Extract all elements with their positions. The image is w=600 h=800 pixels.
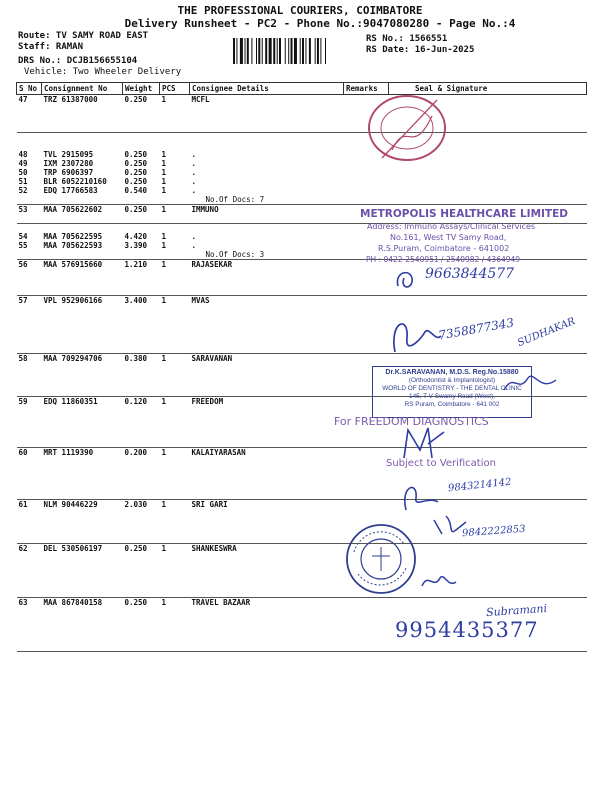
consignment-value: MAA 576915660 (43, 260, 103, 269)
col-consignment-header: Consignment No (42, 83, 123, 95)
docs-count: No.Of Docs: 7 (205, 195, 265, 204)
consignment-value: MAA 867840158 (43, 598, 103, 607)
handwritten-phone-7: 9954435377 (395, 618, 539, 642)
weight-value: 0.250 (124, 598, 148, 607)
table-row (17, 544, 587, 598)
barcode-bar (317, 38, 319, 64)
consignment-cell (42, 544, 123, 598)
sno-value: 47 (18, 95, 28, 104)
pcs-value: 1 (161, 354, 167, 363)
consignment-cell (42, 133, 123, 205)
table-row (17, 224, 587, 260)
pcs-cell (160, 354, 190, 397)
col-weight-header: Weight (123, 83, 160, 95)
sno-cell (17, 95, 42, 133)
weight-cell (123, 133, 160, 205)
remarks-cell (344, 224, 389, 260)
sno-value: 49 (18, 159, 28, 168)
pcs-cell (160, 205, 190, 224)
pcs-cell (160, 500, 190, 544)
remarks-cell (344, 397, 389, 448)
weight-cell (123, 500, 160, 544)
metropolis-stamp-addr1: Address: Immuno Assays/Clinical Services (367, 222, 536, 231)
pcs-cell (160, 95, 190, 133)
weight-cell (123, 296, 160, 354)
consignment-value: EDQ 11860351 (43, 397, 98, 406)
handwritten-name-subramani: Subramani (485, 601, 548, 620)
sno-value: 52 (18, 186, 28, 195)
weight-cell (123, 397, 160, 448)
sno-cell (17, 354, 42, 397)
sno-value: 56 (18, 260, 28, 269)
consignment-value: MAA 709294706 (43, 354, 103, 363)
sno-cell (17, 544, 42, 598)
dental-stamp-addr2: RS Puram, Coimbatore - 641 002 (404, 401, 500, 408)
remarks-cell (344, 95, 389, 133)
consignee-value: . (191, 177, 197, 186)
sno-value: 61 (18, 500, 28, 509)
col-sno-header: S No (17, 83, 42, 95)
consignee-cell (190, 133, 344, 205)
handwritten-phone-4: 9843214142 (447, 476, 513, 495)
consignment-cell (42, 448, 123, 500)
dental-stamp-spec: (Orthodontist & Implantologist) (408, 377, 496, 384)
col-pcs-header: PCS (160, 83, 190, 95)
weight-value: 3.400 (124, 296, 148, 305)
consignee-value: . (191, 186, 197, 195)
consignee-value: . (191, 150, 197, 159)
sno-cell (17, 224, 42, 260)
pcs-cell (160, 598, 190, 652)
sno-value: 54 (18, 232, 28, 241)
weight-value: 0.250 (124, 177, 148, 186)
runsheet-table (16, 82, 587, 652)
barcode-bar (277, 38, 278, 64)
pcs-value: 1 (161, 168, 167, 177)
seal-signature-cell (389, 544, 587, 598)
sno-cell (17, 598, 42, 652)
drs-label: DRS No.: DCJB156655104 (18, 56, 138, 66)
consignee-cell (190, 296, 344, 354)
barcode-bar (256, 38, 257, 64)
pcs-value: 1 (161, 500, 167, 509)
consignee-value: SARAVANAN (191, 354, 233, 363)
barcode-bar (288, 38, 289, 64)
dental-stamp-clinic: WORLD OF DENTISTRY - THE DENTAL CLINIC (382, 385, 522, 392)
col-seal-header: Seal & Signature (389, 83, 587, 95)
weight-value: 2.030 (124, 500, 148, 509)
sno-value: 55 (18, 241, 28, 250)
sno-value: 50 (18, 168, 28, 177)
rs-date-label: RS Date: 16-Jun-2025 (366, 45, 475, 55)
remarks-cell (344, 598, 389, 652)
consignee-value: . (191, 159, 197, 168)
pcs-value: 1 (161, 150, 167, 159)
consignment-cell (42, 260, 123, 296)
barcode-bar (233, 38, 235, 64)
freedom-diagnostics-stamp: For FREEDOM DIAGNOSTICS (334, 415, 489, 428)
barcode-bar (245, 38, 246, 64)
consignment-cell (42, 205, 123, 224)
company-title: THE PROFESSIONAL COURIERS, COIMBATORE (177, 4, 423, 17)
consignee-cell (190, 544, 344, 598)
table-row (17, 354, 587, 397)
pcs-value: 1 (161, 544, 167, 553)
consignee-value: SRI GARI (191, 500, 228, 509)
consignee-cell (190, 500, 344, 544)
staff-label: Staff: RAMAN (18, 42, 84, 52)
metropolis-stamp-name: METROPOLIS HEALTHCARE LIMITED (360, 208, 568, 220)
consignment-cell (42, 354, 123, 397)
docs-count: No.Of Docs: 3 (205, 250, 265, 259)
weight-cell (123, 95, 160, 133)
pcs-cell (160, 397, 190, 448)
metropolis-stamp-phone: PH : 0422-2540951 / 2540982 / 4364949 (366, 255, 521, 264)
col-consignee-header: Consignee Details (190, 83, 344, 95)
sno-value: 59 (18, 397, 28, 406)
weight-cell (123, 598, 160, 652)
remarks-cell (344, 448, 389, 500)
seal-signature-cell (389, 95, 587, 133)
sno-value: 63 (18, 598, 28, 607)
consignment-value: MAA 705622602 (43, 205, 103, 214)
weight-value: 0.250 (124, 168, 148, 177)
consignee-value: KALAIYARASAN (191, 448, 246, 457)
sno-cell (17, 260, 42, 296)
pcs-value: 1 (161, 397, 167, 406)
consignment-value: TRP 6906397 (43, 168, 94, 177)
sno-value: 53 (18, 205, 28, 214)
weight-cell (123, 205, 160, 224)
weight-value: 0.540 (124, 186, 148, 195)
remarks-cell (344, 205, 389, 224)
consignee-cell (190, 205, 344, 224)
consignment-cell (42, 598, 123, 652)
weight-value: 0.380 (124, 354, 148, 363)
handwritten-phone-1: 9663844577 (425, 266, 515, 282)
consignee-value: RAJASEKAR (191, 260, 233, 269)
consignment-value: MAA 705622593 (43, 241, 103, 250)
handwritten-phone-2: 7358877343 (437, 315, 515, 343)
sno-cell (17, 500, 42, 544)
consignee-value: . (191, 241, 197, 250)
dental-stamp-name: Dr.K.SARAVANAN, M.D.S. Reg.No.15880 (385, 369, 519, 376)
barcode (233, 38, 356, 64)
remarks-cell (344, 260, 389, 296)
consignee-value: IMMUNO (191, 205, 219, 214)
consignee-cell (190, 397, 344, 448)
barcode-bar (258, 38, 260, 64)
consignee-cell (190, 354, 344, 397)
consignment-cell (42, 296, 123, 354)
subject-to-verification-stamp: Subject to Verification (386, 458, 496, 469)
weight-value: 0.250 (124, 95, 148, 104)
weight-value: 0.250 (124, 205, 148, 214)
sno-value: 57 (18, 296, 28, 305)
consignee-value: SHANKESWRA (191, 544, 237, 553)
barcode-bar (309, 38, 311, 64)
barcode-bar (279, 38, 281, 64)
consignment-value: TVL 2915095 (43, 150, 94, 159)
table-row (17, 205, 587, 224)
weight-value: 0.250 (124, 150, 148, 159)
seal-signature-cell (389, 354, 587, 397)
consignee-value: TRAVEL BAZAAR (191, 598, 251, 607)
pcs-value: 1 (161, 177, 167, 186)
sno-value: 58 (18, 354, 28, 363)
table-row (17, 448, 587, 500)
sno-value: 60 (18, 448, 28, 457)
pcs-cell (160, 224, 190, 260)
table-header-row (17, 83, 587, 95)
consignee-cell (190, 448, 344, 500)
handwritten-name-sudhakar: SUDHAKAR (516, 315, 577, 350)
sno-cell (17, 205, 42, 224)
weight-value: 0.250 (124, 544, 148, 553)
remarks-cell (344, 296, 389, 354)
barcode-bar (294, 38, 297, 64)
sno-value: 62 (18, 544, 28, 553)
pcs-value: 1 (161, 598, 167, 607)
pcs-value: 1 (161, 186, 167, 195)
consignment-value: BLR 6052210160 (43, 177, 107, 186)
barcode-bar (315, 38, 316, 64)
pcs-value: 1 (161, 296, 167, 305)
consignment-value: MAA 705622595 (43, 232, 103, 241)
pcs-value: 1 (161, 448, 167, 457)
consignment-value: TRZ 61387000 (43, 95, 98, 104)
consignment-cell (42, 95, 123, 133)
barcode-bar (320, 38, 321, 64)
consignment-cell (42, 397, 123, 448)
consignee-cell (190, 224, 344, 260)
barcode-bar (269, 38, 272, 64)
table-row (17, 95, 587, 133)
weight-value: 0.200 (124, 448, 148, 457)
pcs-cell (160, 448, 190, 500)
col-remarks-header: Remarks (344, 83, 389, 95)
consignment-value: IXM 2307280 (43, 159, 94, 168)
consignment-cell (42, 224, 123, 260)
weight-value: 3.390 (124, 241, 148, 250)
route-label: Route: TV SAMY ROAD EAST (18, 31, 149, 41)
vehicle-label: Vehicle: Two Wheeler Delivery (24, 67, 182, 77)
barcode-bar (265, 38, 267, 64)
barcode-bar (251, 38, 252, 64)
barcode-bar (325, 38, 326, 64)
barcode-bar (262, 38, 263, 64)
table-row (17, 133, 587, 205)
sno-cell (17, 397, 42, 448)
seal-signature-cell (389, 448, 587, 500)
barcode-bar (285, 38, 286, 64)
consignee-value: FREEDOM (191, 397, 224, 406)
consignee-value: . (191, 168, 197, 177)
pcs-cell (160, 133, 190, 205)
pcs-cell (160, 260, 190, 296)
weight-value: 0.120 (124, 397, 148, 406)
consignee-value: MCFL (191, 95, 210, 104)
rs-no-label: RS No.: 1566551 (366, 34, 448, 44)
consignee-cell (190, 260, 344, 296)
handwritten-phone-5: 9842222853 (461, 523, 526, 540)
consignment-cell (42, 500, 123, 544)
barcode-bar (240, 38, 243, 64)
weight-cell (123, 354, 160, 397)
pcs-value: 1 (161, 159, 167, 168)
metropolis-stamp-addr3: R.S.Puram, Coimbatore - 641002 (378, 244, 510, 253)
barcode-bar (302, 38, 304, 64)
consignment-value: NLM 90446229 (43, 500, 98, 509)
remarks-cell (344, 500, 389, 544)
sno-cell (17, 296, 42, 354)
weight-value: 4.420 (124, 232, 148, 241)
barcode-bar (300, 38, 301, 64)
weight-cell (123, 224, 160, 260)
seal-signature-cell (389, 397, 587, 448)
weight-cell (123, 448, 160, 500)
consignment-value: MRT 1119390 (43, 448, 94, 457)
weight-value: 1.210 (124, 260, 148, 269)
pcs-value: 1 (161, 241, 167, 250)
sno-value: 51 (18, 177, 28, 186)
barcode-bar (247, 38, 249, 64)
weight-cell (123, 544, 160, 598)
pcs-value: 1 (161, 95, 167, 104)
remarks-cell (344, 133, 389, 205)
consignment-value: EDQ 17766583 (43, 186, 98, 195)
consignment-value: VPL 952906166 (43, 296, 103, 305)
sno-cell (17, 448, 42, 500)
dental-stamp-addr1: 145, T V Swamy Road (West), (409, 393, 495, 400)
pcs-cell (160, 544, 190, 598)
barcode-bar (305, 38, 306, 64)
weight-value: 0.250 (124, 159, 148, 168)
consignee-cell (190, 598, 344, 652)
sno-value: 48 (18, 150, 28, 159)
table-row (17, 397, 587, 448)
runsheet-subtitle: Delivery Runsheet - PC2 - Phone No.:9047080280 - Page No.:4 (124, 17, 516, 30)
remarks-cell (344, 544, 389, 598)
metropolis-stamp-addr2: No.161, West TV Samy Road, (390, 233, 507, 242)
seal-signature-cell (389, 224, 587, 260)
weight-cell (123, 260, 160, 296)
consignment-value: DEL 530506197 (43, 544, 103, 553)
seal-signature-cell (389, 133, 587, 205)
pcs-value: 1 (161, 260, 167, 269)
pcs-value: 1 (161, 232, 167, 241)
barcode-bar (273, 38, 275, 64)
consignee-value: . (191, 232, 197, 241)
consignee-value: MVAS (191, 296, 210, 305)
barcode-bar (236, 38, 237, 64)
pcs-value: 1 (161, 205, 167, 214)
sno-cell (17, 133, 42, 205)
barcode-bar (291, 38, 293, 64)
seal-signature-cell (389, 205, 587, 224)
pcs-cell (160, 296, 190, 354)
consignee-cell (190, 95, 344, 133)
remarks-cell (344, 354, 389, 397)
table-row (17, 500, 587, 544)
